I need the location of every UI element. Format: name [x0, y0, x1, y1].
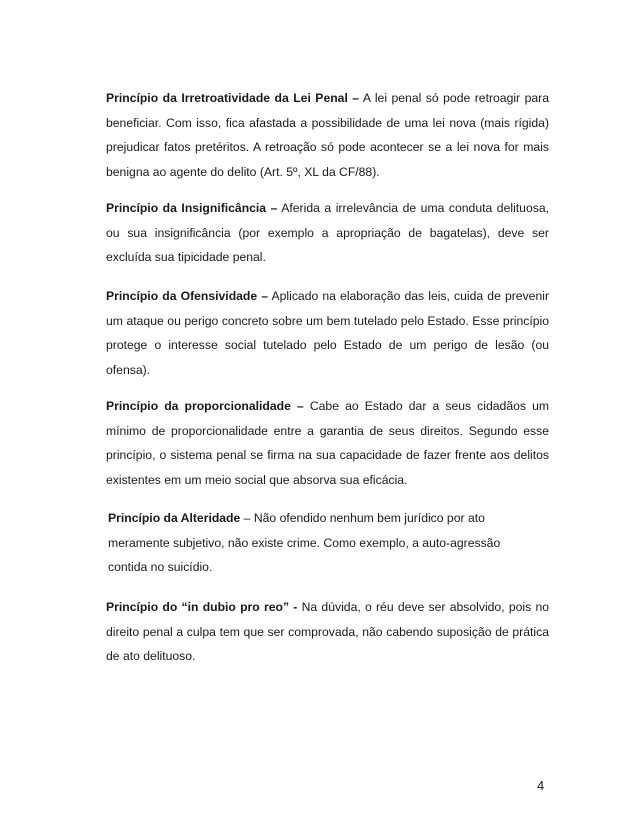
paragraph-heading: Princípio da Insignificância –: [106, 201, 278, 215]
paragraph-text: A lei penal só pode retroagir para beneficiar. Com isso, fica afastada a possibilidade de uma lei nova (mais rígida) prejudicar fatos pretéritos. A retroação só pode acontecer se a lei nova for mais benigna ao agente do delito (Art. 5º, XL da CF/88).: [106, 91, 549, 179]
paragraph-heading: Princípio do “in dubio pro reo” -: [106, 600, 298, 614]
paragraph-text: Cabe ao Estado dar a seus cidadãos um mínimo de proporcionalidade entre a garantia de seus direitos. Segundo esse princípio, o sistema penal se firma na sua capacidade de fazer frente aos delitos existentes em um meio social que absorva sua eficácia.: [106, 399, 549, 487]
paragraph-heading: Princípio da Irretroatividade da Lei Penal –: [106, 91, 360, 105]
paragraph-text: Aplicado na elaboração das leis, cuida de prevenir um ataque ou perigo concreto sobre um bem tutelado pelo Estado. Esse princípio protege o interesse social tutelado pelo Estado de um perigo de lesão (ou ofensa).: [106, 289, 549, 377]
paragraph-in-dubio-pro-reo: [106, 595, 549, 669]
page-number: 4: [537, 778, 545, 793]
paragraph-insignificancia: [106, 196, 549, 270]
paragraph-text: Na dúvida, o réu deve ser absolvido, pois no direito penal a culpa tem que ser comprovada, não cabendo suposição de prática de ato delituoso.: [106, 600, 550, 663]
paragraph-alteridade: [108, 506, 538, 580]
paragraph-heading: Princípio da proporcionalidade –: [106, 399, 304, 413]
paragraph-proporcionalidade: [106, 394, 549, 492]
paragraph-text: – Não ofendido nenhum bem jurídico por ato meramente subjetivo, não existe crime. Como exemplo, a auto-agressão contida no suicídio.: [108, 511, 501, 574]
paragraph-ofensividade: [106, 284, 549, 382]
paragraph-text: Aferida a irrelevância de uma conduta delituosa, ou sua insignificância (por exemplo a apropriação de bagatelas), deve ser excluída sua tipicidade penal.: [106, 201, 549, 264]
paragraph-heading: Princípio da Ofensividade –: [106, 289, 269, 303]
paragraph-heading: Princípio da Alteridade: [108, 511, 241, 525]
paragraph-irretroatividade: [106, 86, 549, 184]
